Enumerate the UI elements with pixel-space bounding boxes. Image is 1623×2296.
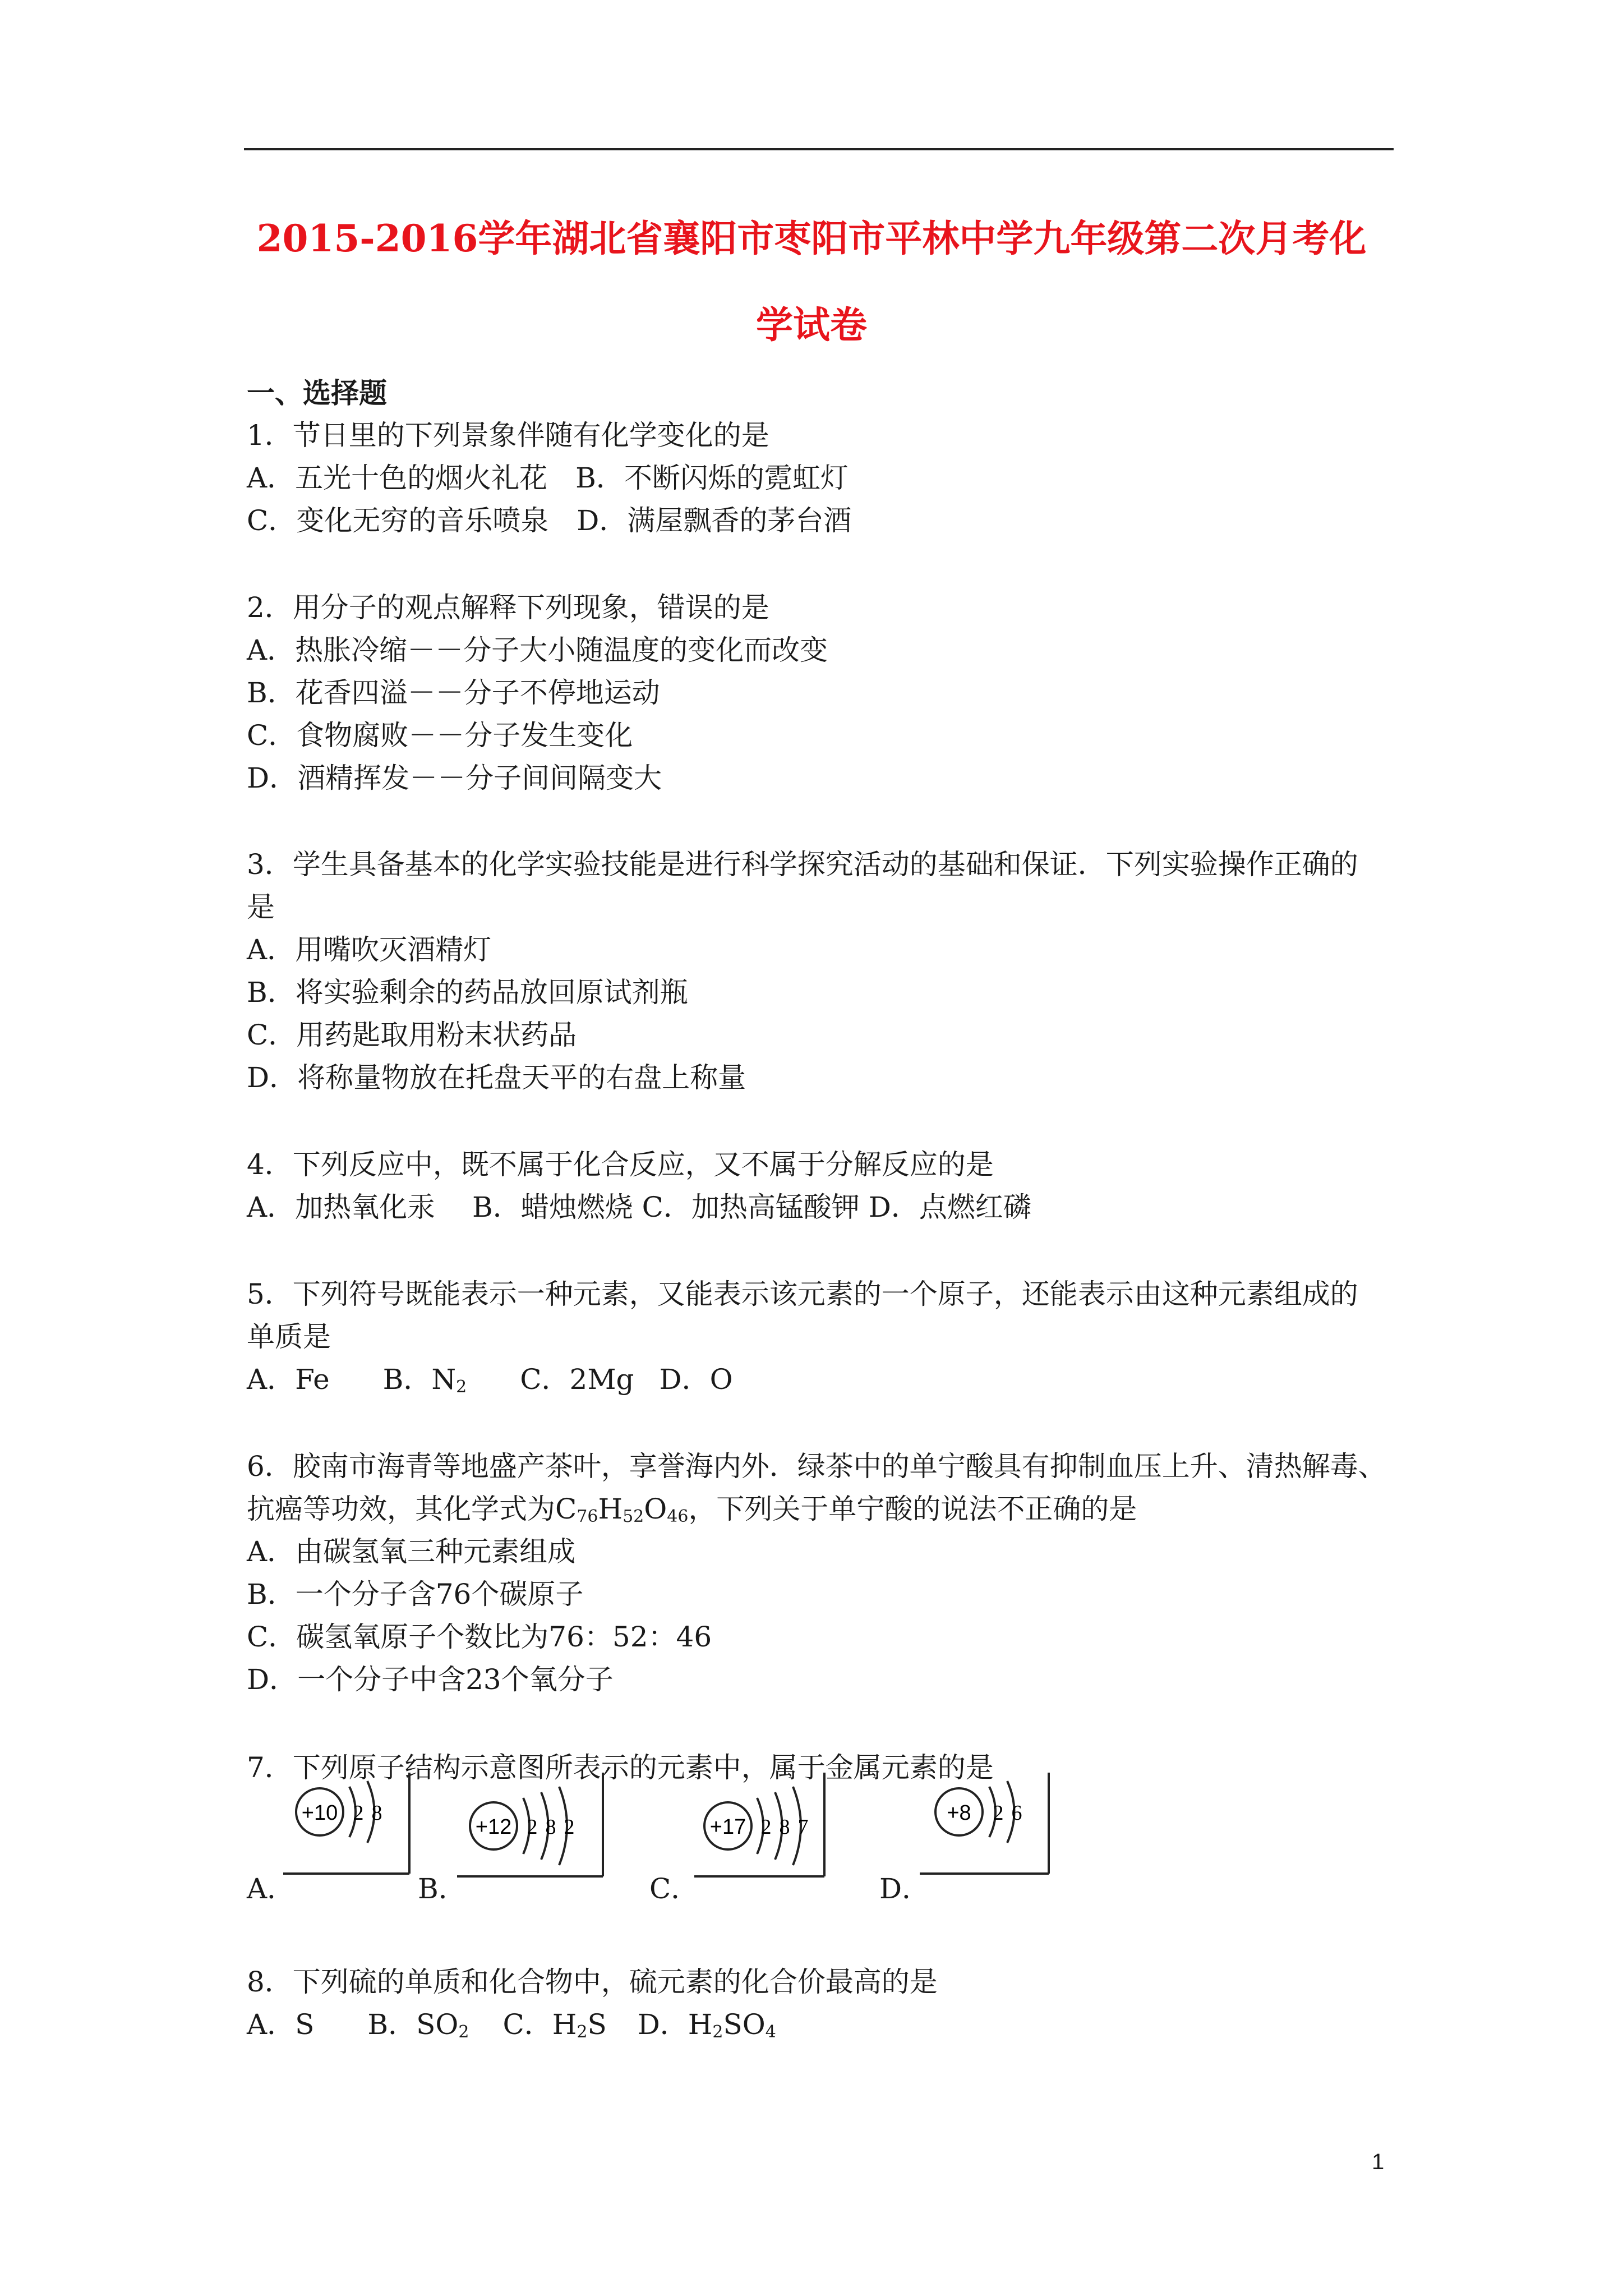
q5-options	[247, 1363, 733, 1397]
q2-option-a: A．热胀冷缩－－分子大小随温度的变化而改变	[247, 634, 828, 666]
q6-option-d: D．一个分子中含23个氧分子	[247, 1663, 614, 1696]
q7-option-a-label: A．	[247, 1872, 296, 1905]
q3-option-a: A．用嘴吹灭酒精灯	[247, 933, 492, 966]
q6-option-c: C．碳氢氧原子个数比为76：52：46	[247, 1621, 712, 1653]
q6-stem-line1: 6．胶南市海青等地盛产茶叶，享誉海内外．绿茶中的单宁酸具有抑制血压上升、清热解毒、	[247, 1450, 1386, 1483]
q6-option-a: A．由碳氢氧三种元素组成	[247, 1535, 576, 1568]
svg-text:8: 8	[779, 1815, 790, 1839]
q4-options: A．加热氧化汞 B．蜡烛燃烧 C．加热高锰酸钾 D．点燃红磷	[247, 1191, 1031, 1223]
q5-option-a: A．Fe	[247, 1363, 330, 1396]
q3-option-d: D．将称量物放在托盘天平的右盘上称量	[247, 1061, 746, 1094]
svg-text:+8: +8	[947, 1801, 971, 1825]
q6-stem-line2: 抗癌等功效，其化学式为$C_{76}H_{52}O_{46}$，下列关于单宁酸的说法不正确的是	[247, 1493, 1137, 1526]
svg-text:8: 8	[545, 1815, 556, 1839]
q6-option-b: B．一个分子含76个碳原子	[247, 1578, 584, 1611]
q3-option-b: B．将实验剩余的药品放回原试剂瓶	[247, 976, 688, 1009]
q8-option-c: C．$H_2S$	[502, 2008, 607, 2042]
svg-text:+10: +10	[301, 1801, 338, 1825]
exam-title-line2: 学试卷	[756, 303, 867, 347]
svg-text:2: 2	[564, 1815, 575, 1839]
section-heading: 一、选择题	[247, 376, 387, 409]
q5-option-d: D．O	[659, 1363, 733, 1396]
q7-option-b-label: B．	[418, 1872, 467, 1905]
q2-option-c: C．食物腐败－－分子发生变化	[247, 719, 633, 752]
q8-stem: 8．下列硫的单质和化合物中，硫元素的化合价最高的是	[247, 1966, 938, 1998]
q1-options-ab: A．五光十色的烟火礼花 B．不断闪烁的霓虹灯	[247, 462, 849, 494]
q7-atom-diagram-c	[694, 1773, 829, 1885]
q8-option-d: D．$H_2SO_4$	[637, 2008, 776, 2042]
q7-option-c-label: C．	[649, 1872, 699, 1905]
q7-atom-diagram-b	[457, 1773, 608, 1885]
q7-stem: 7．下列原子结构示意图所表示的元素中，属于金属元素的是	[247, 1751, 994, 1784]
svg-text:2: 2	[527, 1815, 538, 1839]
svg-text:+12: +12	[475, 1815, 512, 1839]
svg-text:2: 2	[760, 1815, 772, 1839]
q3-option-c: C．用药匙取用粉末状药品	[247, 1019, 577, 1051]
q5-option-b: B．$N_2$	[382, 1363, 467, 1397]
q6-formula: $C_{76}H_{52}O_{46}$	[555, 1493, 689, 1526]
svg-text:8: 8	[371, 1801, 382, 1825]
q2-option-b: B．花香四溢－－分子不停地运动	[247, 677, 660, 709]
svg-text:2: 2	[993, 1801, 1004, 1825]
q8-options	[247, 2008, 776, 2042]
q3-stem-line2: 是	[247, 891, 275, 923]
q7-atom-diagram-a	[283, 1773, 412, 1885]
q1-options-cd: C．变化无穷的音乐喷泉 D．满屋飘香的茅台酒	[247, 504, 852, 537]
q8-option-b: B．$SO_2$	[367, 2008, 469, 2042]
q2-option-d: D．酒精挥发－－分子间间隔变大	[247, 762, 662, 794]
svg-text:+17: +17	[709, 1815, 746, 1839]
svg-text:2: 2	[353, 1801, 364, 1825]
svg-text:7: 7	[797, 1815, 809, 1839]
svg-text:6: 6	[1011, 1801, 1022, 1825]
q7-atom-diagram-d	[920, 1773, 1054, 1885]
q5-stem-line2: 单质是	[247, 1320, 331, 1353]
page-number: 1	[1372, 2150, 1385, 2174]
q8-option-a: A．S	[247, 2008, 315, 2041]
q1-stem: 1．节日里的下列景象伴随有化学变化的是	[247, 419, 769, 452]
header-rule	[244, 148, 1394, 150]
q3-stem-line1: 3．学生具备基本的化学实验技能是进行科学探究活动的基础和保证．下列实验操作正确的	[247, 848, 1358, 881]
q5-stem-line1: 5．下列符号既能表示一种元素，又能表示该元素的一个原子，还能表示由这种元素组成的	[247, 1278, 1358, 1310]
q5-option-c: C．2Mg	[520, 1363, 634, 1396]
exam-title-line1: 2015-2016学年湖北省襄阳市枣阳市平林中学九年级第二次月考化	[256, 217, 1367, 260]
q2-stem: 2．用分子的观点解释下列现象，错误的是	[247, 591, 769, 624]
q7-option-d-label: D．	[879, 1872, 930, 1905]
q4-stem: 4．下列反应中，既不属于化合反应，又不属于分解反应的是	[247, 1148, 994, 1181]
